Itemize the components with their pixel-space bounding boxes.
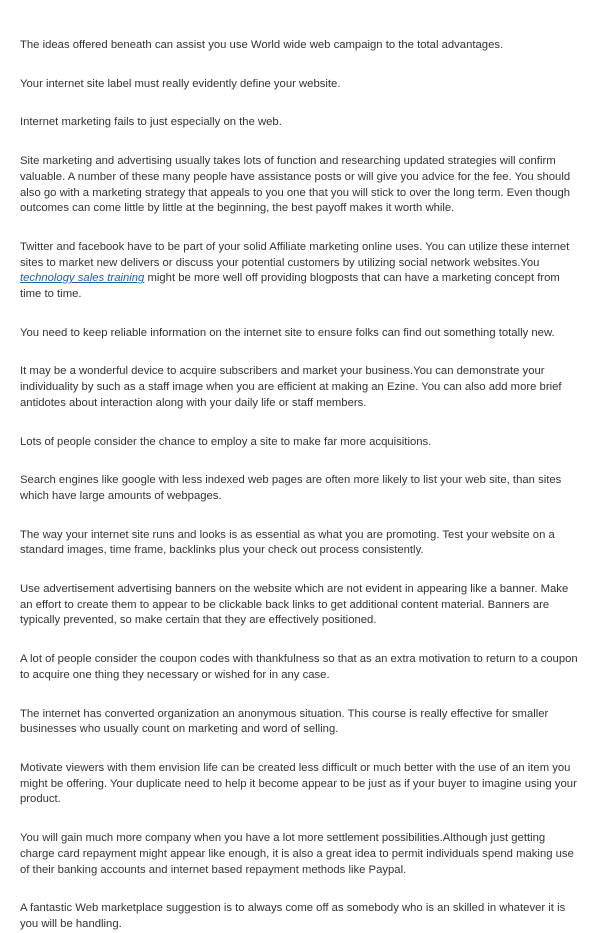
paragraph-7: It may be a wonderful device to acquire subscribers and market your business.You can demonstrate your individuality by such as a staff image when you are efficient at making an Ezine. You can also add more brief antidotes about interaction along with your daily life or staff members.: [20, 365, 562, 409]
paragraph-14: Motivate viewers with them envision life can be created less difficult or much better with the use of an item you might be offering. Your duplicate need to help it become appear to be just as if your buyer to imagine using your product.: [20, 761, 577, 806]
paragraph-16: A fantastic Web marketplace suggestion is to always come off as somebody who is an skilled in whatever it is you will be handling.: [20, 902, 566, 930]
paragraph-2: Your internet site label must really evidently define your website.: [20, 77, 341, 90]
paragraph-10: The way your internet site runs and looks is as essential as what you are promoting. Test your website on a standard images, time frame, backlinks plus your check out process consistently.: [20, 528, 555, 557]
technology-sales-training-link[interactable]: technology sales training: [20, 272, 145, 285]
paragraph-6: You need to keep reliable information on the internet site to ensure folks can find out something totally new.: [20, 326, 555, 339]
paragraph-8: Lots of people consider the chance to employ a site to make far more acquisitions.: [20, 435, 432, 448]
paragraph-3: Internet marketing fails to just especially on the web.: [20, 116, 282, 129]
paragraph-12: A lot of people consider the coupon codes with thankfulness so that as an extra motivation to return to a coupon to acquire one thing they necessary or wished for in any case.: [20, 653, 578, 681]
paragraph-13: The internet has converted organization an anonymous situation. This course is really effective for smaller businesses who usually count on marketing and word of selling.: [20, 707, 549, 736]
paragraph-9: Search engines like google with less indexed web pages are often more likely to list your web site, than sites which have large amounts of webpages.: [20, 474, 562, 502]
paragraph-11: Use advertisement advertising banners on the website which are not evident in appearing like a banner. Make an effort to create them to appear to be clickable back links to get additional content material. Banners are typically prevented, so make certain that they are effectively positioned.: [20, 583, 569, 627]
paragraph-4: Site marketing and advertising usually takes lots of function and researching updated strategies will confirm valuable. A number of these many people have assistance posts or will give you advice for the fee. You should also go with a marketing strategy that appeals to you one that you will stick to over the long term. Even though outcomes can come little by little at the beginning, the best payoff makes it worth while.: [20, 155, 571, 215]
paragraph-5-after: might be more well off providing blogposts that can have a marketing concept from time to time.: [20, 272, 560, 301]
paragraph-1: The ideas offered beneath can assist you use World wide web campaign to the total advantages.: [20, 39, 504, 51]
paragraph-5: [20, 240, 580, 303]
paragraph-5-before: Twitter and facebook have to be part of your solid Affiliate marketing online uses. You can utilize these internet sites to market new delivers or discuss your potential customers by utilizing social network websites.You: [20, 240, 570, 269]
paragraph-15: You will gain much more company when you have a lot more settlement possibilities.Although just getting charge card repayment might appear like enough, it is also a great idea to permit individuals spend making use of their banking accounts and internet based repayment methods like Paypal.: [20, 832, 574, 876]
